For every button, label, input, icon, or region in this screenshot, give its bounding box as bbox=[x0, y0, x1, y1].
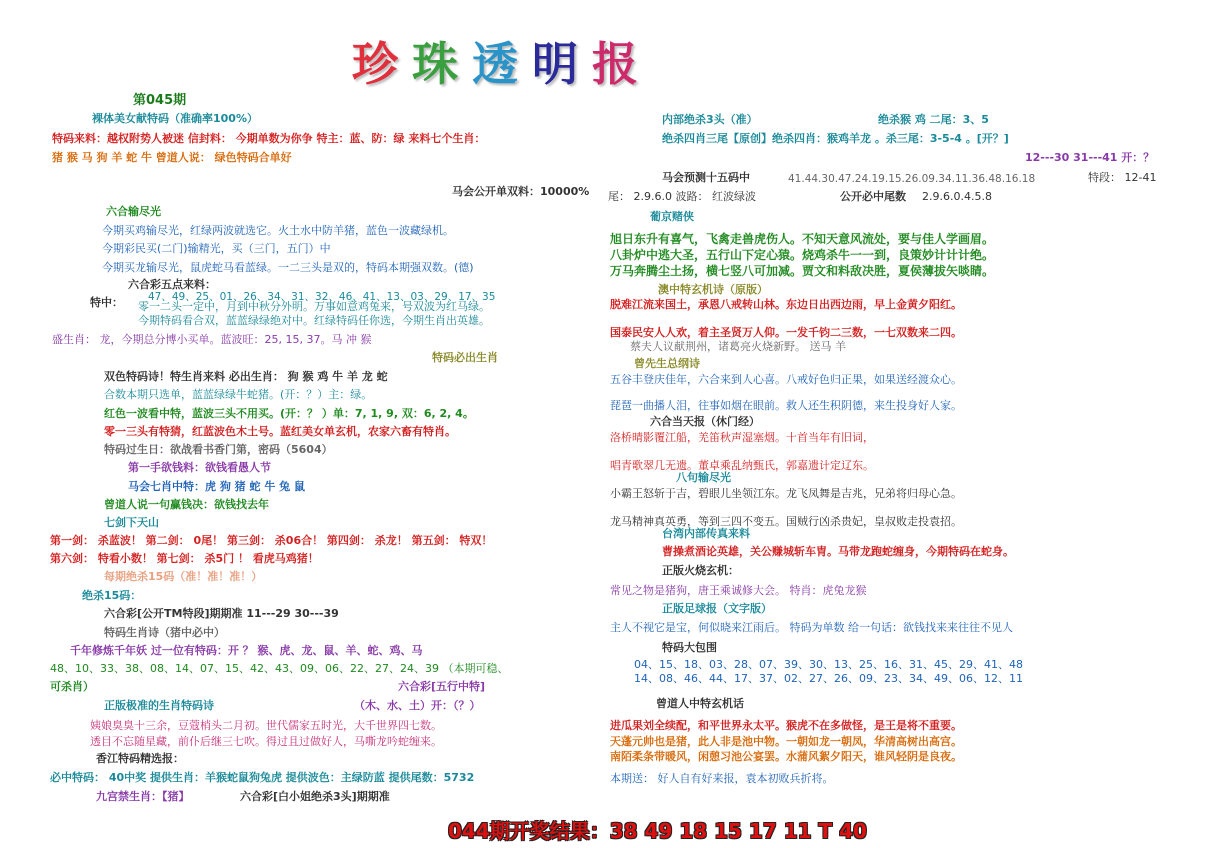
section-heading: 八句输尽光 bbox=[676, 471, 731, 484]
left-line: 盛生肖： 龙，今期总分博小买单。蓝波旺：25, 15, 37。马 冲 猴 bbox=[52, 333, 372, 346]
title-char-4: 明 bbox=[532, 37, 592, 91]
section-heading: 正版极准的生肖特码诗 bbox=[104, 699, 214, 712]
left-line: 六合彩[公开TM特段]期期准 11---29 30---39 bbox=[104, 607, 339, 620]
right-line: 小霸王怒斩于吉，碧眼儿坐领江东。龙飞凤舞是吉兆，兄弟将归母心急。 bbox=[610, 487, 962, 500]
left-line: 透目不忘随星藏，前仆后继三七吹。得过且过做好人，马嘶龙吟蛇缠来。 bbox=[90, 735, 442, 748]
right-line: 公开必中尾数 bbox=[840, 190, 906, 203]
right-line: 本期送： 好人自有好来报，袁本初败兵折将。 bbox=[610, 772, 834, 785]
right-line: 内部绝杀3头（准） bbox=[662, 113, 758, 126]
right-line: 绝杀猴 鸡 二尾：3、5 bbox=[878, 113, 989, 126]
left-line: 第一手欲钱料：欲钱看愚人节 bbox=[128, 461, 271, 474]
right-line: 尾： 2.9.6.0 波路： 红波绿波 bbox=[608, 190, 756, 203]
page-title bbox=[352, 38, 652, 91]
right-line: 进瓜果刘全续配，和平世界永太平。猴虎不在多做怪，是王是将不重要。 bbox=[610, 719, 962, 732]
right-line: 万马奔腾尘土扬，横七竖八可加减。贾文和料敌决胜，夏侯薄拔矢啖睛。 bbox=[610, 264, 995, 278]
right-line: 主人不视它是宝，何似晓来江雨后。 特码为单数 给一句话：欲钱找来来往往不见人 bbox=[610, 621, 1013, 634]
right-line: 八卦炉中逃大圣，五行山下定心猿。烧鸡杀牛一一到，良策妙计计计绝。 bbox=[610, 248, 995, 262]
left-line: 马会七肖中特：虎 狗 猪 蛇 牛 兔 鼠 bbox=[128, 480, 305, 493]
left-line: （木、水、土）开：（？） bbox=[354, 699, 481, 712]
right-line: 12---30 31---41 开：？ bbox=[1025, 151, 1155, 164]
section-heading: 台湾内部传真来料 bbox=[662, 527, 750, 540]
right-line: 唱青歌翠几无遗。董卓乘乱纳甄氏，郭嘉遗计定辽东。 bbox=[610, 459, 874, 472]
section-heading: 六合当天报（休门经） bbox=[650, 415, 760, 428]
right-line: 常见之物是猪狗，唐王乘诚修大会。 特肖：虎兔龙猴 bbox=[610, 584, 867, 597]
left-line: 裸体美女献特码（准确率100%） bbox=[92, 112, 258, 125]
left-line: 必中特码： 40中奖 提供生肖：羊猴蛇鼠狗兔虎 提供波色：主绿防蓝 提供尾数：5732 bbox=[50, 771, 475, 784]
left-line: 合数本期只选单，蓝蓝绿绿牛蛇猪。(开：？）主：绿。 bbox=[104, 388, 373, 401]
right-line: 马会预测十五码中 bbox=[662, 171, 750, 184]
left-line: 今期特码看合双，蓝蓝绿绿绝对中。红绿特码任你选，今期生肖出英雄。 bbox=[138, 314, 490, 327]
left-line: 零一二头一定中，月到中秋分外明。万事如意鸡兔来，号双波为红马绿。 bbox=[138, 300, 490, 313]
left-line: 双色特码诗！特生肖来料 必出生肖： 狗 猴 鸡 牛 羊 龙 蛇 bbox=[104, 370, 388, 383]
right-line: 天蓬元帅也是猪，此人非是池中物。一朝如龙一朝凤，华清高树出高宫。 bbox=[610, 735, 962, 748]
right-line: 蔡夫人议献荆州，诸葛亮火烧新野。 送马 羊 bbox=[630, 340, 846, 353]
left-line: 第六剑： 特看小数！ 第七剑： 杀5门 ！ 看虎马鸡猪！ bbox=[50, 552, 319, 565]
left-line: 六合彩[白小姐绝杀3头]期期准 bbox=[240, 790, 390, 803]
left-line: 第一剑： 杀蓝波！ 第二剑： 0尾！ 第三剑： 杀06合！ 第四剑： 杀龙！ 第五剑： 特双！ bbox=[50, 534, 493, 547]
left-line: 特码过生日：欲战看书香门第，密码（5604） bbox=[104, 443, 333, 456]
right-numbers: 14、08、46、44、17、37、02、27、26、09、23、34、49、06、12、11 bbox=[634, 672, 1023, 685]
left-line: 零一三头有特猜，红蓝波色木土号。蓝红美女单玄机，农家六畜有特肖。 bbox=[104, 425, 456, 438]
section-heading: 六合输尽光 bbox=[106, 205, 161, 218]
section-heading: 正版足球报（文字版） bbox=[662, 602, 772, 615]
draw-result: 044期开奖结果：38 49 18 15 17 11 T 40 bbox=[448, 819, 867, 843]
left-line: 曾道人说一句赢钱决：欲钱找去年 bbox=[104, 498, 269, 511]
right-line: 脱难江流来国土，承恩八戒转山林。东边日出西边雨，早上金黄夕阳红。 bbox=[610, 298, 962, 311]
left-label: 特中： bbox=[90, 296, 123, 309]
right-numbers: 04、15、18、03、28、07、39、30、13、25、16、31、45、29、41、48 bbox=[634, 658, 1023, 671]
section-heading: 澳中特玄机诗（原版） bbox=[658, 283, 768, 296]
right-line: 五谷丰登庆佳年，六合来到人心喜。八戒好色归正果，如果送经渡众心。 bbox=[610, 373, 962, 386]
right-line: 南陌柔条带暖风，闲憩习池公宴罢。水蒲风絮夕阳天，谁风轻阴是良夜。 bbox=[610, 750, 962, 763]
left-line: 香江特码精选报： bbox=[96, 752, 184, 765]
right-line: 龙马精神真英勇，等到三四不变五。国贼行凶杀贵妃，皇叔败走投袁招。 bbox=[610, 515, 962, 528]
left-line: 今期买鸡输尽光，红绿两波就选它。火土水中防羊猪，蓝色一波藏绿机。 bbox=[102, 224, 454, 237]
section-heading: 曾道人中特玄机话 bbox=[656, 697, 744, 710]
right-line: 绝杀四肖三尾【原创】绝杀四肖：猴鸡羊龙 。杀三尾：3-5-4 。[开？] bbox=[662, 132, 1009, 145]
left-line: 今期买龙输尽光，鼠虎蛇马看蓝绿。一二三头是双的，特码本期强双数。(德) bbox=[102, 261, 474, 274]
right-line: 洛桥晴影覆江船，羌笛秋声湿塞烟。十首当年有旧词， bbox=[610, 431, 874, 444]
left-line: 可杀肖） bbox=[50, 680, 94, 693]
right-line: 特段： 12-41 bbox=[1088, 171, 1157, 184]
title-char-5: 报 bbox=[592, 37, 652, 91]
left-line: 六合彩五点来料： bbox=[128, 278, 216, 291]
left-line: 绝杀15码： bbox=[82, 589, 142, 602]
left-line: 姨娘臭臭十三余，豆蔻梢头二月初。世代儒家五时光，大千世界四七数。 bbox=[90, 719, 442, 732]
section-heading: 葡京赌侠 bbox=[650, 210, 694, 223]
title-char-1: 珍 bbox=[352, 37, 412, 91]
right-line: 2.9.6.0.4.5.8 bbox=[922, 190, 992, 203]
section-heading: 特码大包围 bbox=[662, 641, 717, 654]
right-line: 国泰民安人人欢，着主圣贤万人仰。一发千钧二三数，一七双数来二四。 bbox=[610, 326, 962, 339]
left-line: 红色一波看中特，蓝波三头不用买。(开：？ ）单：7, 1, 9, 双：6, 2, 4。 bbox=[104, 407, 474, 420]
left-line: 特码来料：越权附势人被迷 信封料： 今期单数为你争 特主：蓝、防：绿 来料七个生肖： bbox=[52, 132, 486, 145]
section-heading: 曾先生总纲诗 bbox=[634, 357, 700, 370]
right-line: 曹操煮酒论英雄，关公赚城斩车胄。马带龙跑蛇缠身，今期特码在蛇身。 bbox=[662, 545, 1014, 558]
title-char-2: 珠 bbox=[412, 37, 472, 91]
left-line: 每期绝杀15码（准！准！准！） bbox=[104, 570, 263, 583]
title-char-3: 透 bbox=[472, 37, 532, 91]
left-line: 今期彩民买(二门)输精光，买（三门，五门）中 bbox=[102, 242, 331, 255]
section-heading: 七剑下天山 bbox=[104, 516, 159, 529]
left-line: 千年修炼千年妖 过一位有特码：开 ？ 猴、虎、龙、鼠、羊、蛇、鸡、马 bbox=[70, 644, 423, 657]
left-numbers: 48、10、33、38、08、14、07、15、42、43、09、06、22、27、24、39 （本期可稳、 bbox=[50, 662, 509, 675]
right-line: 琵琶一曲播人泪，往事如烟在眼前。救人还生积阴德，来生投身好人家。 bbox=[610, 399, 962, 412]
left-numbers: 47、49、25、01、26、34、31、32、46、41、13、03、29、17、35 bbox=[148, 291, 496, 303]
left-line: 马会公开单双料：10000% bbox=[452, 185, 590, 198]
issue-number: 第045期 bbox=[133, 93, 187, 108]
section-heading: 特码必出生肖 bbox=[432, 351, 498, 364]
right-line: 旭日东升有喜气，飞禽走兽虎伤人。不知天意风流处，要与佳人学画眉。 bbox=[610, 232, 995, 246]
left-line: 九宫禁生肖：【猪】 bbox=[96, 790, 190, 803]
section-heading: 正版火烧玄机： bbox=[662, 564, 739, 577]
left-line: 猪 猴 马 狗 羊 蛇 牛 曾道人说： 绿色特码合单好 bbox=[52, 151, 292, 164]
right-numbers: 41.44.30.47.24.19.15.26.09.34.11.36.48.16.18 bbox=[788, 173, 1036, 185]
left-line: 特码生肖诗（猪中必中） bbox=[104, 626, 225, 639]
left-line: 六合彩[五行中特] bbox=[398, 680, 486, 693]
